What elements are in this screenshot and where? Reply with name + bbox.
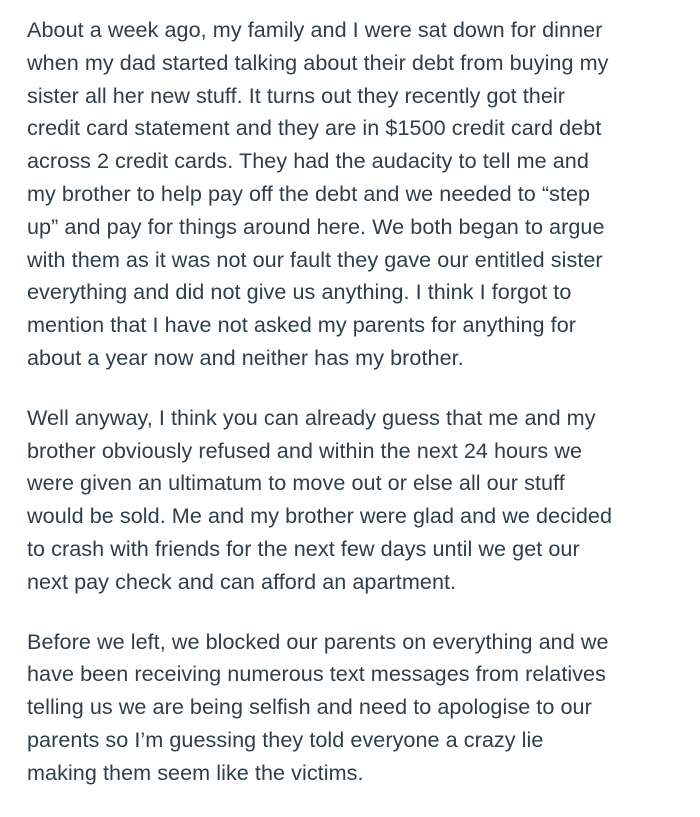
paragraph-3: [27, 626, 687, 790]
post-body: [27, 14, 687, 817]
paragraph-1: [27, 14, 687, 375]
text-line: would be sold. Me and my brother were glad and we decided: [27, 503, 613, 529]
text-line: were given an ultimatum to move out or else all our stuff: [27, 470, 565, 496]
text-line: up” and pay for things around here. We both began to argue: [27, 213, 605, 239]
text-line: when my dad started talking about their debt from buying my: [27, 49, 609, 75]
text-line: next pay check and can afford an apartment.: [27, 568, 457, 594]
text-line: sister all her new stuff. It turns out they recently got their: [27, 82, 565, 108]
text-line: parents so I’m guessing they told everyone a crazy lie: [27, 726, 544, 752]
text-line: brother obviously refused and within the next 24 hours we: [27, 437, 583, 463]
text-line: making them seem like the victims.: [27, 759, 364, 785]
text-line: mention that I have not asked my parents for anything for: [27, 312, 576, 338]
text-line: across 2 credit cards. They had the audacity to tell me and: [27, 148, 589, 174]
text-line: About a week ago, my family and I were sat down for dinner: [27, 17, 603, 42]
text-line: credit card statement and they are in $1500 credit card debt: [27, 115, 602, 141]
text-line: everything and did not give us anything. I think I forgot to: [27, 279, 572, 305]
text-line: telling us we are being selfish and need to apologise to our: [27, 694, 592, 720]
text-line: Well anyway, I think you can already guess that me and my: [27, 404, 596, 430]
text-line: to crash with friends for the next few days until we get our: [27, 535, 580, 561]
text-line: have been receiving numerous text messages from relatives: [27, 661, 606, 687]
paragraph-2: [27, 402, 687, 599]
text-line: about a year now and neither has my brother.: [27, 344, 464, 370]
text-line: Before we left, we blocked our parents on everything and we: [27, 628, 609, 654]
text-line: my brother to help pay off the debt and we needed to “step: [27, 180, 591, 206]
text-line: with them as it was not our fault they gave our entitled sister: [27, 246, 603, 272]
